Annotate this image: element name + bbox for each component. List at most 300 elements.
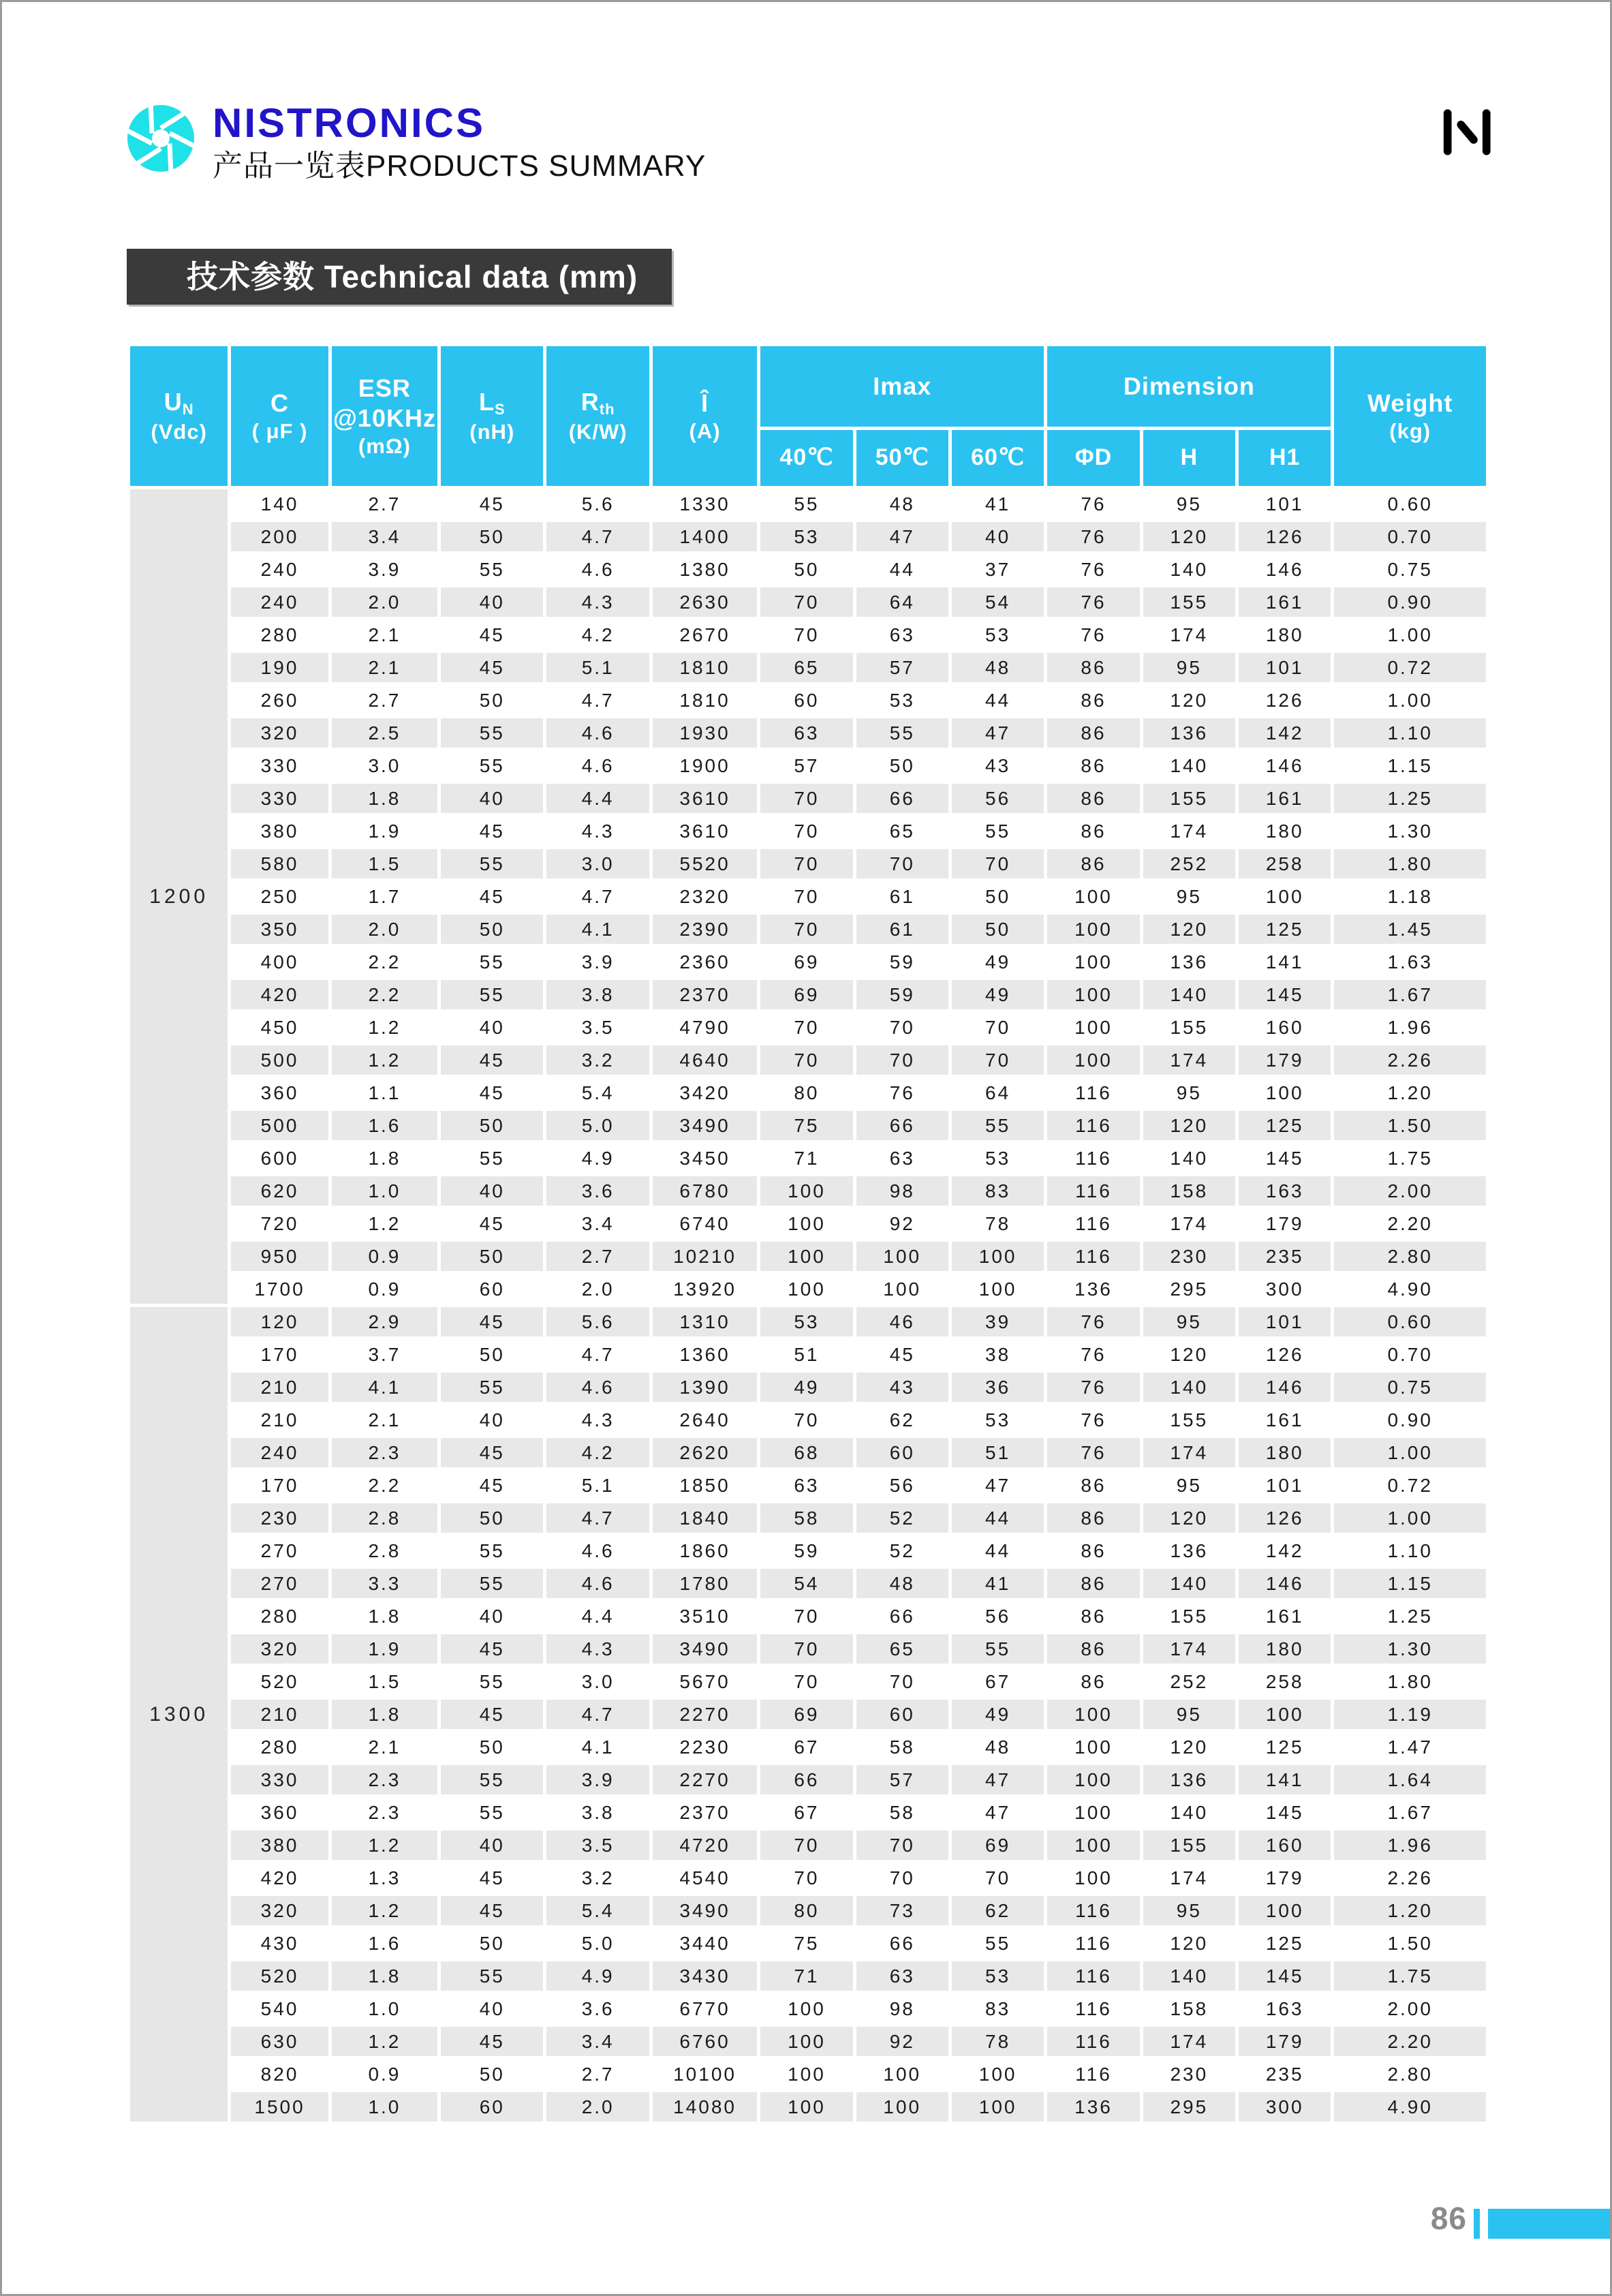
table-cell: 100	[1047, 1863, 1139, 1893]
table-cell: 2360	[653, 947, 757, 977]
table-cell: 76	[1047, 1307, 1139, 1336]
table-cell: 64	[856, 587, 948, 617]
table-cell: 330	[231, 1765, 328, 1794]
table-row	[130, 849, 1486, 878]
table-row	[130, 816, 1486, 846]
table-row	[130, 1078, 1486, 1107]
table-cell: 80	[760, 1896, 852, 1925]
table-cell: 1.20	[1334, 1078, 1486, 1107]
table-cell: 70	[760, 1045, 852, 1075]
table-cell: 70	[760, 1863, 852, 1893]
table-cell: 141	[1239, 1765, 1331, 1794]
table-cell: 0.90	[1334, 1405, 1486, 1435]
table-row	[130, 555, 1486, 584]
table-cell: 100	[1047, 1732, 1139, 1762]
table-cell: 3.4	[332, 522, 437, 551]
table-cell: 101	[1239, 489, 1331, 519]
table-cell: 158	[1143, 1994, 1235, 2023]
table-cell: 86	[1047, 1602, 1139, 1631]
table-cell: 63	[856, 1144, 948, 1173]
table-cell: 145	[1239, 1961, 1331, 1991]
table-cell: 235	[1239, 1242, 1331, 1271]
table-cell: 120	[1143, 1503, 1235, 1533]
table-cell: 53	[952, 1144, 1044, 1173]
table-cell: 1.15	[1334, 751, 1486, 780]
table-cell: 0.75	[1334, 1373, 1486, 1402]
table-cell: 69	[760, 980, 852, 1009]
table-cell: 39	[952, 1307, 1044, 1336]
table-cell: 2390	[653, 915, 757, 944]
table-cell: 70	[760, 849, 852, 878]
table-cell: 76	[1047, 1373, 1139, 1402]
table-row	[130, 2092, 1486, 2122]
table-cell: 70	[760, 816, 852, 846]
table-cell: 50	[441, 1340, 543, 1369]
table-cell: 1.00	[1334, 620, 1486, 649]
table-row	[130, 1602, 1486, 1631]
footer-accent-bar	[1488, 2209, 1612, 2239]
table-cell: 60	[856, 1438, 948, 1467]
table-cell: 580	[231, 849, 328, 878]
table-cell: 280	[231, 1602, 328, 1631]
page-number: 86	[1430, 2201, 1467, 2236]
col-header-rth: $R_{th}$ (K/W)	[546, 346, 649, 486]
table-cell: 95	[1143, 489, 1235, 519]
table-cell: 174	[1143, 1209, 1235, 1238]
table-cell: 55	[760, 489, 852, 519]
technical-data-table	[127, 343, 1489, 2125]
table-cell: 4.1	[332, 1373, 437, 1402]
table-cell: 50	[441, 1732, 543, 1762]
table-row	[130, 1176, 1486, 1206]
table-cell: 70	[952, 1045, 1044, 1075]
table-cell: 116	[1047, 1929, 1139, 1958]
table-cell: 55	[441, 980, 543, 1009]
table-cell: 2.7	[546, 2060, 649, 2089]
table-cell: 116	[1047, 1961, 1139, 1991]
table-cell: 158	[1143, 1176, 1235, 1206]
table-cell: 2.0	[546, 2092, 649, 2122]
table-cell: 56	[856, 1471, 948, 1500]
table-row	[130, 1274, 1486, 1304]
table-row	[130, 1732, 1486, 1762]
table-cell: 3.0	[546, 1667, 649, 1696]
table-cell: 126	[1239, 686, 1331, 715]
table-cell: 116	[1047, 1896, 1139, 1925]
table-cell: 2.8	[332, 1503, 437, 1533]
table-row	[130, 1765, 1486, 1794]
table-cell: 420	[231, 980, 328, 1009]
table-cell: 70	[760, 1667, 852, 1696]
table-cell: 48	[952, 1732, 1044, 1762]
table-cell: 53	[952, 1961, 1044, 1991]
table-cell: 3.7	[332, 1340, 437, 1369]
table-cell: 0.70	[1334, 522, 1486, 551]
table-cell: 235	[1239, 2060, 1331, 2089]
table-cell: 163	[1239, 1176, 1331, 1206]
table-cell: 47	[856, 522, 948, 551]
table-cell: 66	[760, 1765, 852, 1794]
table-cell: 49	[952, 980, 1044, 1009]
table-cell: 540	[231, 1994, 328, 2023]
table-cell: 5670	[653, 1667, 757, 1696]
table-cell: 380	[231, 1831, 328, 1860]
table-cell: 140	[1143, 555, 1235, 584]
table-cell: 95	[1143, 882, 1235, 911]
table-cell: 161	[1239, 1405, 1331, 1435]
table-cell: 3.6	[546, 1176, 649, 1206]
table-cell: 4.2	[546, 620, 649, 649]
table-cell: 350	[231, 915, 328, 944]
table-cell: 170	[231, 1340, 328, 1369]
brand-text	[213, 100, 707, 183]
table-cell: 1.2	[332, 1831, 437, 1860]
table-cell: 1.8	[332, 1961, 437, 1991]
table-cell: 100	[1047, 1765, 1139, 1794]
table-cell: 65	[760, 653, 852, 682]
table-cell: 174	[1143, 620, 1235, 649]
table-cell: 360	[231, 1078, 328, 1107]
table-cell: 68	[760, 1438, 852, 1467]
table-cell: 66	[856, 784, 948, 813]
table-cell: 116	[1047, 1111, 1139, 1140]
table-cell: 280	[231, 1732, 328, 1762]
table-cell: 1780	[653, 1569, 757, 1598]
table-cell: 70	[760, 1405, 852, 1435]
table-cell: 41	[952, 1569, 1044, 1598]
table-cell: 45	[441, 1078, 543, 1107]
table-cell: 2.1	[332, 620, 437, 649]
table-cell: 65	[856, 816, 948, 846]
table-cell: 160	[1239, 1831, 1331, 1860]
table-cell: 1.25	[1334, 784, 1486, 813]
table-cell: 5.1	[546, 653, 649, 682]
brand-subtitle: 产品一览表PRODUCTS SUMMARY	[213, 149, 707, 183]
table-cell: 140	[1143, 1798, 1235, 1827]
table-cell: 2.7	[332, 489, 437, 519]
table-cell: 40	[441, 1176, 543, 1206]
table-cell: 86	[1047, 1536, 1139, 1565]
table-cell: 100	[1239, 1896, 1331, 1925]
table-cell: 520	[231, 1667, 328, 1696]
table-cell: 2320	[653, 882, 757, 911]
table-cell: 76	[1047, 522, 1139, 551]
table-cell: 76	[1047, 555, 1139, 584]
table-cell: 100	[1047, 1013, 1139, 1042]
table-cell: 45	[441, 882, 543, 911]
table-cell: 270	[231, 1536, 328, 1565]
table-row	[130, 1209, 1486, 1238]
table-cell: 950	[231, 1242, 328, 1271]
table-cell: 120	[1143, 1929, 1235, 1958]
table-cell: 47	[952, 1471, 1044, 1500]
table-cell: 55	[952, 1929, 1044, 1958]
table-cell: 55	[441, 1373, 543, 1402]
table-cell: 76	[856, 1078, 948, 1107]
table-cell: 5.4	[546, 1078, 649, 1107]
table-cell: 100	[1047, 980, 1139, 1009]
table-cell: 100	[760, 1994, 852, 2023]
table-cell: 295	[1143, 1274, 1235, 1304]
table-cell: 78	[952, 1209, 1044, 1238]
table-cell: 70	[760, 587, 852, 617]
table-cell: 116	[1047, 1242, 1139, 1271]
table-cell: 1.2	[332, 1013, 437, 1042]
table-cell: 52	[856, 1503, 948, 1533]
table-cell: 4.6	[546, 1536, 649, 1565]
table-cell: 76	[1047, 1340, 1139, 1369]
table-cell: 1.00	[1334, 1503, 1486, 1533]
table-cell: 2.1	[332, 1405, 437, 1435]
brand-name: NISTRONICS	[213, 100, 486, 146]
table-cell: 136	[1143, 718, 1235, 748]
group-un-cell: 1200	[130, 489, 228, 1304]
table-cell: 100	[1047, 947, 1139, 977]
table-cell: 83	[952, 1994, 1044, 2023]
table-cell: 100	[760, 2060, 852, 2089]
table-cell: 1.45	[1334, 915, 1486, 944]
table-cell: 1.7	[332, 882, 437, 911]
table-cell: 100	[1239, 1078, 1331, 1107]
table-cell: 4.3	[546, 1634, 649, 1664]
table-cell: 67	[760, 1732, 852, 1762]
table-cell: 210	[231, 1405, 328, 1435]
table-cell: 1.9	[332, 816, 437, 846]
table-cell: 57	[760, 751, 852, 780]
table-cell: 4.7	[546, 1700, 649, 1729]
table-cell: 1.6	[332, 1111, 437, 1140]
table-cell: 58	[856, 1798, 948, 1827]
table-cell: 126	[1239, 1503, 1331, 1533]
table-cell: 100	[1239, 882, 1331, 911]
table-cell: 3420	[653, 1078, 757, 1107]
table-row	[130, 1405, 1486, 1435]
table-row	[130, 718, 1486, 748]
table-cell: 1.00	[1334, 1438, 1486, 1467]
table-cell: 2.2	[332, 1471, 437, 1500]
table-cell: 70	[760, 620, 852, 649]
table-cell: 180	[1239, 620, 1331, 649]
table-cell: 136	[1143, 1536, 1235, 1565]
table-cell: 5.1	[546, 1471, 649, 1500]
table-cell: 45	[441, 1700, 543, 1729]
table-cell: 120	[1143, 522, 1235, 551]
table-cell: 155	[1143, 1405, 1235, 1435]
table-cell: 4.3	[546, 587, 649, 617]
table-cell: 55	[441, 1961, 543, 1991]
table-cell: 2.7	[332, 686, 437, 715]
table-cell: 83	[952, 1176, 1044, 1206]
table-cell: 55	[856, 718, 948, 748]
table-cell: 3.9	[546, 947, 649, 977]
table-cell: 3450	[653, 1144, 757, 1173]
table-cell: 4.90	[1334, 1274, 1486, 1304]
table-cell: 820	[231, 2060, 328, 2089]
table-cell: 100	[760, 1209, 852, 1238]
table-cell: 70	[760, 1634, 852, 1664]
table-cell: 500	[231, 1111, 328, 1140]
table-cell: 260	[231, 686, 328, 715]
table-cell: 75	[760, 1111, 852, 1140]
table-cell: 59	[856, 947, 948, 977]
table-cell: 50	[441, 1242, 543, 1271]
table-cell: 65	[856, 1634, 948, 1664]
table-row	[130, 1536, 1486, 1565]
table-cell: 2270	[653, 1700, 757, 1729]
table-cell: 4.2	[546, 1438, 649, 1467]
table-cell: 2.80	[1334, 2060, 1486, 2089]
table-cell: 295	[1143, 2092, 1235, 2122]
table-cell: 400	[231, 947, 328, 977]
table-cell: 136	[1143, 947, 1235, 977]
table-cell: 78	[952, 2027, 1044, 2056]
table-cell: 1810	[653, 686, 757, 715]
brand-header	[127, 100, 707, 183]
table-cell: 250	[231, 882, 328, 911]
table-row	[130, 653, 1486, 682]
table-cell: 2.3	[332, 1765, 437, 1794]
table-cell: 1.30	[1334, 816, 1486, 846]
table-cell: 450	[231, 1013, 328, 1042]
table-cell: 270	[231, 1569, 328, 1598]
table-cell: 1810	[653, 653, 757, 682]
table-cell: 100	[856, 1242, 948, 1271]
table-cell: 40	[441, 1994, 543, 2023]
table-cell: 141	[1239, 947, 1331, 977]
table-cell: 258	[1239, 1667, 1331, 1696]
table-cell: 70	[760, 1013, 852, 1042]
table-cell: 155	[1143, 1602, 1235, 1631]
table-cell: 3.2	[546, 1863, 649, 1893]
table-cell: 630	[231, 2027, 328, 2056]
table-cell: 71	[760, 1144, 852, 1173]
table-cell: 44	[952, 1536, 1044, 1565]
table-row	[130, 1144, 1486, 1173]
table-cell: 174	[1143, 1863, 1235, 1893]
table-cell: 4.6	[546, 751, 649, 780]
table-cell: 95	[1143, 1896, 1235, 1925]
table-cell: 620	[231, 1176, 328, 1206]
table-cell: 70	[760, 1602, 852, 1631]
table-cell: 4.6	[546, 1569, 649, 1598]
table-cell: 300	[1239, 1274, 1331, 1304]
table-cell: 142	[1239, 718, 1331, 748]
table-cell: 48	[952, 653, 1044, 682]
table-cell: 1390	[653, 1373, 757, 1402]
table-cell: 1.0	[332, 2092, 437, 2122]
table-cell: 1.2	[332, 1045, 437, 1075]
table-cell: 1500	[231, 2092, 328, 2122]
table-cell: 420	[231, 1863, 328, 1893]
table-cell: 2620	[653, 1438, 757, 1467]
table-cell: 1860	[653, 1536, 757, 1565]
table-cell: 100	[1047, 915, 1139, 944]
table-cell: 100	[760, 1242, 852, 1271]
table-cell: 1.64	[1334, 1765, 1486, 1794]
table-cell: 190	[231, 653, 328, 682]
table-row	[130, 1994, 1486, 2023]
table-cell: 1.6	[332, 1929, 437, 1958]
table-cell: 50	[441, 1111, 543, 1140]
table-cell: 60	[856, 1700, 948, 1729]
table-cell: 116	[1047, 1994, 1139, 2023]
table-cell: 55	[441, 555, 543, 584]
col-header-imax-40c: 40℃	[760, 430, 852, 486]
table-cell: 116	[1047, 1078, 1139, 1107]
table-cell: 95	[1143, 653, 1235, 682]
table-cell: 70	[760, 915, 852, 944]
table-cell: 71	[760, 1961, 852, 1991]
table-cell: 45	[441, 1896, 543, 1925]
table-cell: 56	[952, 1602, 1044, 1631]
table-cell: 3610	[653, 816, 757, 846]
table-cell: 330	[231, 784, 328, 813]
table-cell: 4.7	[546, 1340, 649, 1369]
table-row	[130, 1242, 1486, 1271]
table-cell: 1.2	[332, 1209, 437, 1238]
table-cell: 4.9	[546, 1144, 649, 1173]
table-cell: 64	[952, 1078, 1044, 1107]
table-cell: 44	[856, 555, 948, 584]
table-cell: 0.70	[1334, 1340, 1486, 1369]
table-cell: 40	[952, 522, 1044, 551]
table-cell: 4.6	[546, 555, 649, 584]
table-cell: 100	[760, 2092, 852, 2122]
table-cell: 86	[1047, 686, 1139, 715]
table-cell: 13920	[653, 1274, 757, 1304]
table-cell: 55	[952, 1634, 1044, 1664]
table-cell: 47	[952, 718, 1044, 748]
table-cell: 146	[1239, 555, 1331, 584]
table-cell: 160	[1239, 1013, 1331, 1042]
table-cell: 57	[856, 1765, 948, 1794]
table-cell: 95	[1143, 1307, 1235, 1336]
table-row	[130, 882, 1486, 911]
table-body	[130, 489, 1486, 2122]
table-cell: 76	[1047, 1405, 1139, 1435]
table-cell: 125	[1239, 1929, 1331, 1958]
table-cell: 63	[760, 1471, 852, 1500]
table-cell: 0.60	[1334, 1307, 1486, 1336]
table-cell: 145	[1239, 980, 1331, 1009]
table-row	[130, 1111, 1486, 1140]
table-cell: 36	[952, 1373, 1044, 1402]
table-cell: 3.9	[332, 555, 437, 584]
table-cell: 2230	[653, 1732, 757, 1762]
table-row	[130, 1013, 1486, 1042]
table-cell: 53	[856, 686, 948, 715]
col-header-imax-60c: 60℃	[952, 430, 1044, 486]
table-cell: 6770	[653, 1994, 757, 2023]
table-cell: 41	[952, 489, 1044, 519]
table-cell: 116	[1047, 1144, 1139, 1173]
table-cell: 2640	[653, 1405, 757, 1435]
table-cell: 67	[760, 1798, 852, 1827]
table-cell: 59	[760, 1536, 852, 1565]
table-cell: 6760	[653, 2027, 757, 2056]
table-cell: 0.72	[1334, 1471, 1486, 1500]
table-row	[130, 2060, 1486, 2089]
table-cell: 4.3	[546, 816, 649, 846]
table-cell: 240	[231, 555, 328, 584]
table-cell: 100	[1047, 1045, 1139, 1075]
table-cell: 10210	[653, 1242, 757, 1271]
table-cell: 80	[760, 1078, 852, 1107]
table-cell: 60	[441, 2092, 543, 2122]
table-cell: 40	[441, 1602, 543, 1631]
table-cell: 70	[760, 1831, 852, 1860]
table-cell: 0.75	[1334, 555, 1486, 584]
